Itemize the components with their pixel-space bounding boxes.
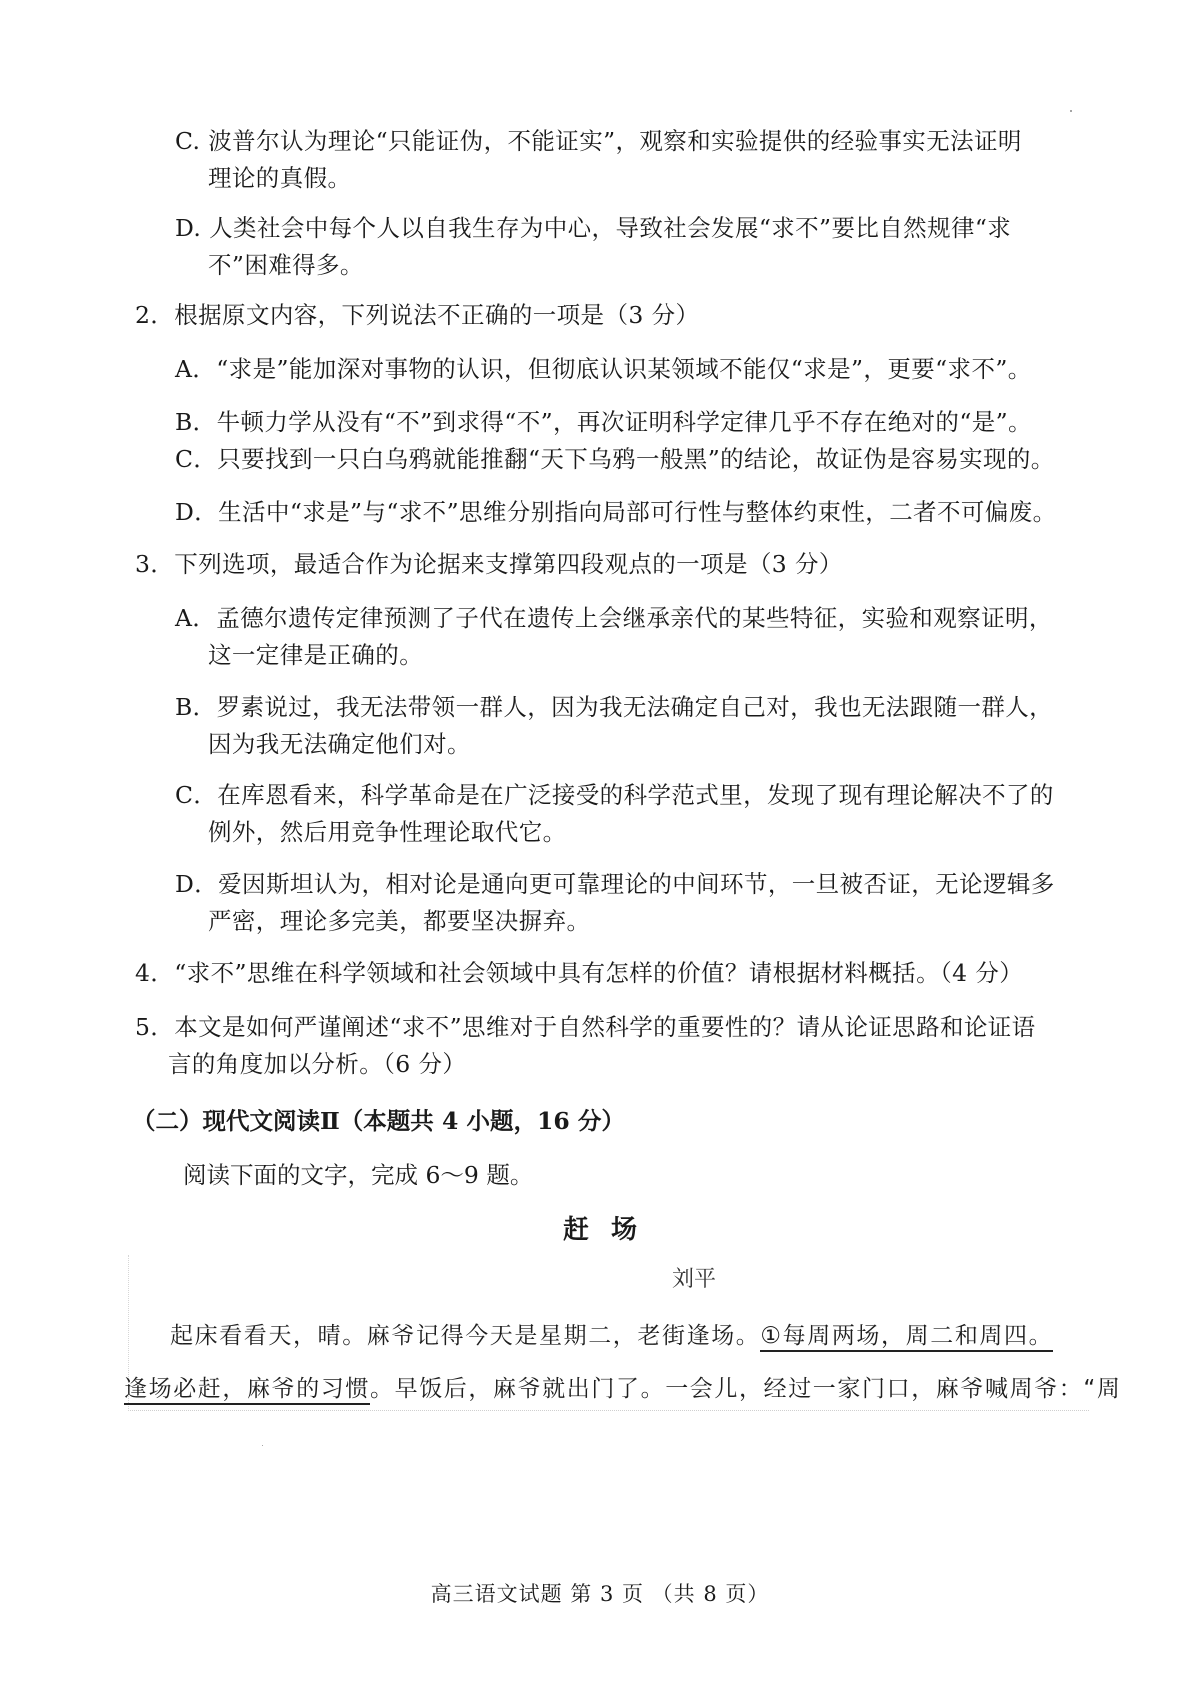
q1-option-c-cont: 理论的真假。 — [208, 164, 352, 192]
q3-option-d-cont: 严密，理论多完美，都要坚决摒弃。 — [208, 907, 591, 935]
q1-option-c: C. 波普尔认为理论“只能证伪，不能证实”，观察和实验提供的经验事实无法证明 — [175, 127, 1022, 155]
q3-option-d: D．爱因斯坦认为，相对论是通向更可靠理论的中间环节，一旦被否证，无论逻辑多 — [175, 870, 1055, 898]
q1-option-d: D. 人类社会中每个人以自我生存为中心，导致社会发展“求不”要比自然规律“求 — [175, 214, 1012, 242]
story-line-2 — [124, 1373, 1122, 1405]
q2-stem: 2．根据原文内容，下列说法不正确的一项是（3 分） — [135, 301, 700, 329]
q3-option-c: C．在库恩看来，科学革命是在广泛接受的科学范式里，发现了现有理论解决不了的 — [175, 781, 1054, 809]
story-line-1-plain: 起床看看天，晴。麻爷记得今天是星期二，老街逢场。 — [170, 1323, 761, 1349]
q5-stem: 5．本文是如何严谨阐述“求不”思维对于自然科学的重要性的？请从论证思路和论证语 — [135, 1013, 1036, 1041]
q2-option-d: D．生活中“求是”与“求不”思维分别指向局部可行性与整体约束性，二者不可偏废。 — [175, 498, 1057, 526]
q3-option-c-cont: 例外，然后用竞争性理论取代它。 — [208, 818, 567, 846]
q2-option-c: C．只要找到一只白乌鸦就能推翻“天下乌鸦一般黑”的结论，故证伪是容易实现的。 — [175, 445, 1055, 473]
q3-option-a: A．孟德尔遗传定律预测了子代在遗传上会继承亲代的某些特征，实验和观察证明， — [175, 604, 1053, 632]
underlined-sentence-1: ①每周两场，周二和周四。 — [760, 1323, 1053, 1352]
q1-option-d-cont: 不”困难得多。 — [208, 251, 364, 279]
q3-option-b-cont: 因为我无法确定他们对。 — [208, 730, 471, 758]
q2-option-a: A．“求是”能加深对事物的认识，但彻底认识某领域不能仅“求是”，更要“求不”。 — [175, 355, 1032, 383]
q5-stem-cont: 言的角度加以分析。（6 分） — [168, 1050, 467, 1078]
q2-option-b: B．牛顿力学从没有“不”到求得“不”，再次证明科学定律几乎不存在绝对的“是”。 — [175, 408, 1032, 436]
q3-stem: 3．下列选项，最适合作为论据来支撑第四段观点的一项是（3 分） — [135, 550, 843, 578]
q4-stem: 4．“求不”思维在科学领域和社会领域中具有怎样的价值？请根据材料概括。（4 分） — [135, 959, 1024, 987]
scan-speck — [1070, 110, 1072, 112]
section-heading: （二）现代文阅读Ⅱ（本题共 4 小题，16 分） — [132, 1107, 625, 1135]
q3-option-b: B．罗素说过，我无法带领一群人，因为我无法确定自己对，我也无法跟随一群人， — [175, 693, 1054, 721]
story-author: 刘平 — [672, 1267, 717, 1292]
reading-instruction: 阅读下面的文字，完成 6～9 题。 — [183, 1161, 534, 1189]
page-footer: 高三语文试题 第 3 页 （共 8 页） — [430, 1582, 770, 1606]
story-title: 赶场 — [562, 1215, 659, 1245]
scan-speck — [262, 1445, 263, 1446]
underlined-sentence-1-cont: 逢场必赶，麻爷的习惯 — [124, 1376, 370, 1405]
story-line-1 — [170, 1320, 1053, 1352]
q3-option-a-cont: 这一定律是正确的。 — [208, 641, 424, 669]
story-line-2-plain: 。早饭后，麻爷就出门了。一会儿，经过一家门口，麻爷喊周爷：“周 — [370, 1376, 1122, 1402]
